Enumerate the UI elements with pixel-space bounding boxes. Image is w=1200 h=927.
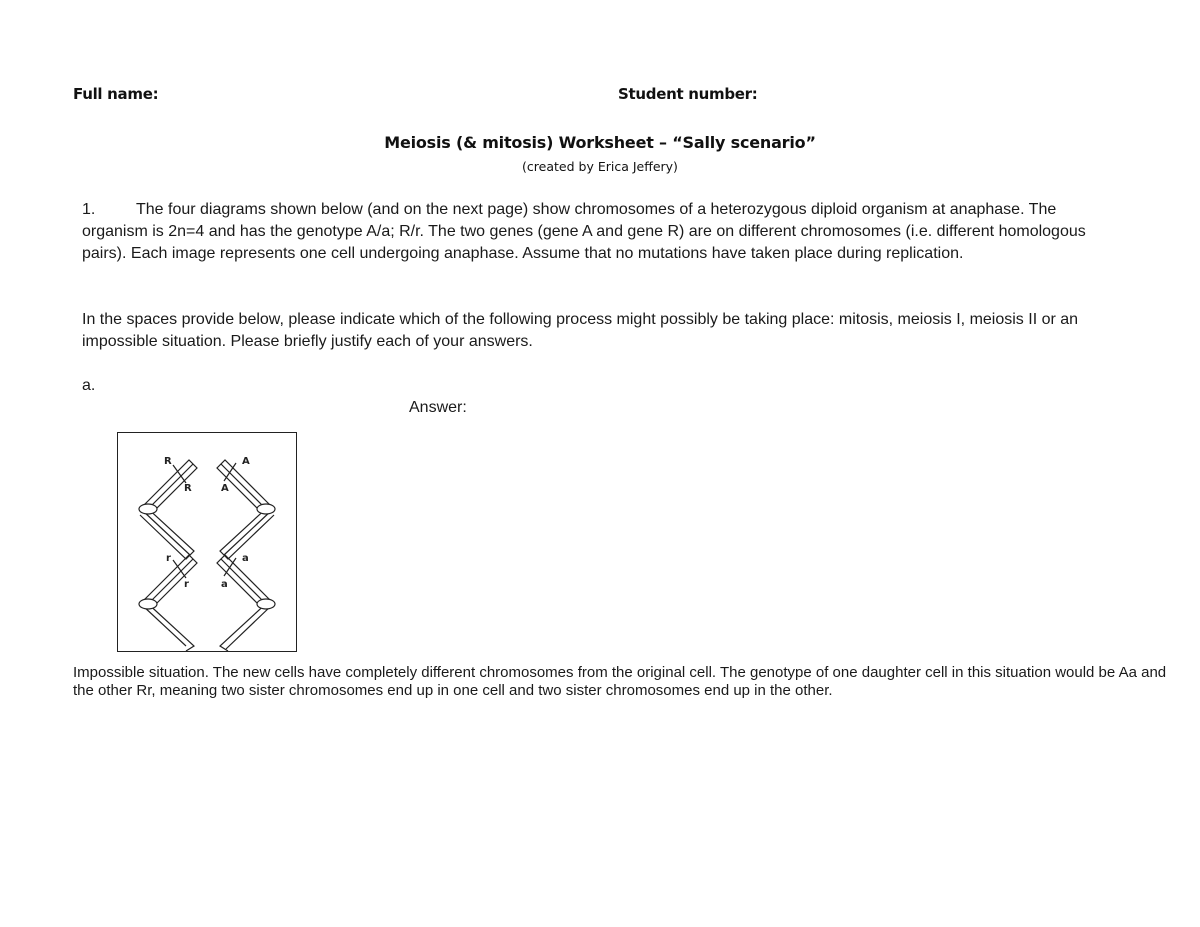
part-a-label: a.	[82, 377, 96, 394]
chromosome-top-left	[139, 460, 197, 559]
chromosome-bottom-right	[217, 555, 275, 651]
anaphase-diagram-svg	[118, 433, 296, 651]
label-R-inner: R	[184, 483, 192, 494]
anaphase-diagram	[117, 432, 297, 652]
answer-label: Answer:	[409, 399, 467, 416]
chromosome-top-right	[217, 460, 275, 559]
worksheet-subtitle: (created by Erica Jeffery)	[522, 159, 678, 174]
student-number-label: Student number:	[618, 85, 758, 103]
instructions: In the spaces provide below, please indicate which of the following process might possibly be taking place: mitosis, meiosis I, meiosis II or an impossible situation. Please briefly justify each of your answers.	[82, 311, 1079, 350]
chromosome-bottom-left	[139, 555, 197, 651]
worksheet-title: Meiosis (& mitosis) Worksheet – “Sally scenario”	[384, 133, 816, 152]
label-A-inner: A	[221, 483, 229, 494]
label-a-outer: a	[242, 553, 249, 564]
label-R-outer: R	[164, 456, 172, 467]
label-a-inner: a	[221, 579, 228, 590]
label-r-outer: r	[166, 553, 171, 564]
question-1-text: The four diagrams shown below (and on the next page) show chromosomes of a heterozygous diploid organism at anaphase. The organism is 2n=4 and has the genotype A/a; R/r. The two genes (gene A and gene R) are on different chromosomes (i.e. different homologous pairs). Each image represents one cell undergoing anaphase. Assume that no mutations have taken place during replication.	[82, 201, 1086, 262]
label-A-outer: A	[242, 456, 250, 467]
label-r-inner: r	[184, 579, 189, 590]
question-1-number: 1.	[82, 201, 96, 218]
question-1	[82, 199, 1122, 265]
answer-text: Impossible situation. The new cells have completely different chromosomes from the original cell. The genotype of one daughter cell in this situation would be Aa and the other Rr, meaning two sister chromosomes end up in one cell and two sister chromosomes end up in the other.	[73, 664, 1167, 699]
full-name-label: Full name:	[73, 85, 159, 103]
